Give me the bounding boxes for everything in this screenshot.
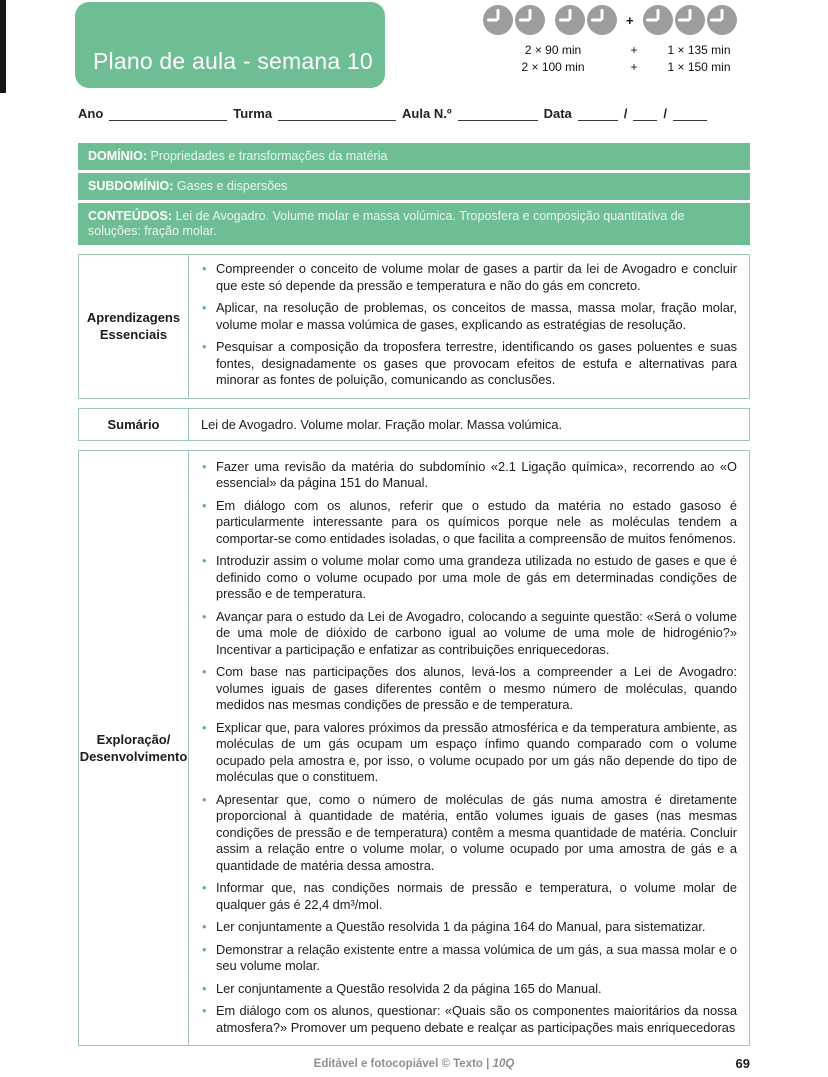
footer-book-code: 10Q: [492, 1058, 515, 1070]
lesson-durations: [483, 4, 753, 76]
conteudos-banner: [78, 203, 750, 245]
bullet-icon: •: [202, 719, 207, 735]
bullet-item: [201, 981, 737, 998]
bullet-icon: •: [202, 261, 207, 276]
duration-left-2: 2 × 100 min: [521, 60, 585, 74]
conteudos-label: CONTEÚDOS:: [88, 209, 173, 223]
bullet-item: [201, 261, 737, 294]
bullet-item: [201, 664, 737, 714]
main-content: [78, 143, 750, 1070]
duration-right-2: 1 × 150 min: [667, 60, 731, 74]
subdominio-text: Gases e dispersões: [173, 179, 288, 193]
bullet-item: [201, 792, 737, 875]
clock-pair-2: [555, 5, 619, 35]
clock-group-right: [643, 5, 739, 35]
exploracao-title: Exploração/ Desenvolvimento: [79, 451, 189, 1046]
bullet-text: Demonstrar a relação existente entre a massa volúmica de um gás, a sua massa molar e o seu volume molar.: [216, 941, 737, 973]
bullet-item: [201, 880, 737, 913]
bullet-text: Fazer uma revisão da matéria do subdomínio «2.1 Ligação química», recorrendo ao «O essencial» da página 151 do Manual.: [216, 458, 737, 490]
clock-icon: [483, 5, 513, 35]
subdominio-banner: [78, 173, 750, 200]
bullet-icon: •: [202, 980, 207, 996]
dominio-text: Propriedades e transformações da matéria: [147, 149, 388, 163]
aprendizagens-table: [78, 254, 750, 399]
exploracao-table: [78, 450, 750, 1047]
bullet-text: Ler conjuntamente a Questão resolvida 1 da página 164 do Manual, para sistematizar.: [216, 919, 706, 934]
bullet-icon: •: [202, 791, 207, 807]
bullet-icon: •: [202, 919, 207, 934]
aprendizagens-content: [189, 255, 749, 398]
conteudos-text: Lei de Avogadro. Volume molar e massa volúmica. Troposfera e composição quantitativa de soluções: fração molar.: [88, 209, 685, 238]
bullet-item: [201, 459, 737, 492]
page-title-box: [75, 2, 385, 88]
sumario-table: [78, 408, 750, 441]
bullet-text: Introduzir assim o volume molar como uma grandeza utilizada no estudo de gases e que é definido como o volume ocupado por uma mole de gás em determinadas condições de pressão e de temperatura.: [216, 553, 737, 601]
exploracao-bullets: [201, 459, 737, 1037]
dominio-label: DOMÍNIO:: [88, 149, 148, 163]
clock-icon: [555, 5, 585, 35]
data-day-blank: [578, 106, 618, 121]
bullet-icon: •: [202, 880, 207, 895]
plus-sign: +: [626, 12, 634, 28]
subdominio-label: SUBDOMÍNIO:: [88, 179, 174, 193]
bullet-item: [201, 942, 737, 975]
footer-text: Editável e fotocopiável © Texto |: [313, 1058, 493, 1070]
page-number: 69: [735, 1056, 750, 1071]
ano-label: Ano: [78, 106, 104, 121]
bullet-item: [201, 919, 737, 936]
bullet-text: Avançar para o estudo da Lei de Avogadro, colocando a seguinte questão: «Será o volume de uma mole de dióxido de carbono igual ao volume de uma mole de hidrogénio?» Incentivar a participação e enfatizar as contribuições enriquecedoras.: [216, 608, 737, 657]
plus-sign: +: [630, 60, 638, 74]
bullet-icon: •: [202, 458, 207, 474]
bullet-text: Com base nas participações dos alunos, levá-los a compreender a Lei de Avogadro: volumes iguais de gases diferentes contêm o mesmo número de moléculas, quando medidos nas mesmas condições de pressão e de temperatura.: [216, 664, 737, 712]
turma-label: Turma: [233, 106, 273, 121]
clock-icon: [587, 5, 617, 35]
bullet-text: Em diálogo com os alunos, referir que o estudo da matéria no estado gasoso é particularmente interessante para os químicos porque nele as moléculas tendem a comportar-se como entidades isoladas, o que facilita a compreensão de muitos fenómenos.: [216, 497, 737, 546]
bullet-item: [201, 609, 737, 659]
sumario-text: Lei de Avogadro. Volume molar. Fração molar. Massa volúmica.: [201, 416, 563, 432]
clock-pair-1: [483, 5, 547, 35]
dominio-banner: [78, 143, 750, 170]
sumario-title: Sumário: [79, 409, 189, 440]
plus-sign: +: [630, 43, 638, 57]
bullet-item: [201, 498, 737, 548]
bullet-item: [201, 1003, 737, 1036]
clock-icon: [643, 5, 673, 35]
duration-right-1: 1 × 135 min: [667, 43, 731, 57]
clock-row: [483, 4, 753, 36]
clock-icon: [515, 5, 545, 35]
bullet-text: Apresentar que, como o número de moléculas de gás numa amostra é diretamente proporcional à quantidade de matéria, então volumes iguais de gases (nas mesmas condições de pressão e de temperatura) contêm a mesma quantidade de matéria. Concluir assim a relação entre o volume molar, o volume ocupado por uma amostra de gás e a quantidade de matéria dessa amostra.: [216, 791, 737, 873]
bullet-icon: •: [202, 941, 207, 957]
duration-labels: [483, 42, 753, 76]
bullet-item: [201, 553, 737, 603]
ano-blank: [109, 106, 227, 121]
bullet-text: Em diálogo com os alunos, questionar: «Quais são os componentes maioritários da nossa atmosfera?» Promover um pequeno debate e realçar as participações mais enriquecedoras: [216, 1003, 737, 1035]
bullet-item: [201, 339, 737, 389]
aprendizagens-title: Aprendizagens Essenciais: [79, 255, 189, 398]
bullet-icon: •: [202, 553, 207, 568]
date-slash: /: [623, 106, 628, 121]
bullet-item: [201, 300, 737, 333]
bullet-text: Aplicar, na resolução de problemas, os conceitos de massa, massa molar, fração molar, volume molar e massa volúmica de gases, explicando as estratégias de resolução.: [216, 300, 737, 332]
bullet-text: Ler conjuntamente a Questão resolvida 2 da página 165 do Manual.: [216, 980, 602, 996]
bullet-icon: •: [202, 300, 207, 315]
bullet-text: Informar que, nas condições normais de pressão e temperatura, o volume molar de qualquer gás é 22,4 dm³/mol.: [216, 880, 737, 912]
bullet-icon: •: [202, 339, 207, 354]
aprendizagens-bullets: [201, 261, 737, 389]
duration-left-1: 2 × 90 min: [524, 43, 582, 57]
page-title: Plano de aula - semana 10: [93, 48, 373, 74]
bullet-icon: •: [202, 608, 207, 624]
bullet-icon: •: [202, 497, 207, 513]
turma-blank: [278, 106, 396, 121]
aula-label: Aula N.º: [402, 106, 452, 121]
bullet-text: Compreender o conceito de volume molar de gases a partir da lei de Avogadro e concluir que este só depende da pressão e temperatura e não do gás em concreto.: [216, 261, 737, 293]
page-footer: [78, 1058, 750, 1070]
clock-icon: [675, 5, 705, 35]
data-label: Data: [543, 106, 572, 121]
bullet-icon: •: [202, 1003, 207, 1018]
bullet-icon: •: [202, 664, 207, 679]
student-info-line: [78, 106, 750, 121]
bullet-text: Explicar que, para valores próximos da pressão atmosférica e da temperatura ambiente, as moléculas de um gás ocupam um espaço ínfimo quando comparado com o volume ocupado pela amostra e, por isso, o volume ocupado por um gás não depende do tipo de moléculas que o constituem.: [216, 719, 737, 784]
bullet-item: [201, 720, 737, 786]
date-slash: /: [663, 106, 668, 121]
clock-icon: [707, 5, 737, 35]
data-month-blank: [633, 106, 657, 121]
exploracao-content: [189, 451, 749, 1046]
page-edge-mark: [0, 0, 6, 93]
aula-blank: [458, 106, 538, 121]
bullet-text: Pesquisar a composição da troposfera terrestre, identificando os gases poluentes e suas fontes, designadamente os gases que provocam efeitos de estufa e alternativas para minorar as fontes de poluição, comunicando as conclusões.: [216, 339, 737, 387]
data-year-blank: [673, 106, 707, 121]
